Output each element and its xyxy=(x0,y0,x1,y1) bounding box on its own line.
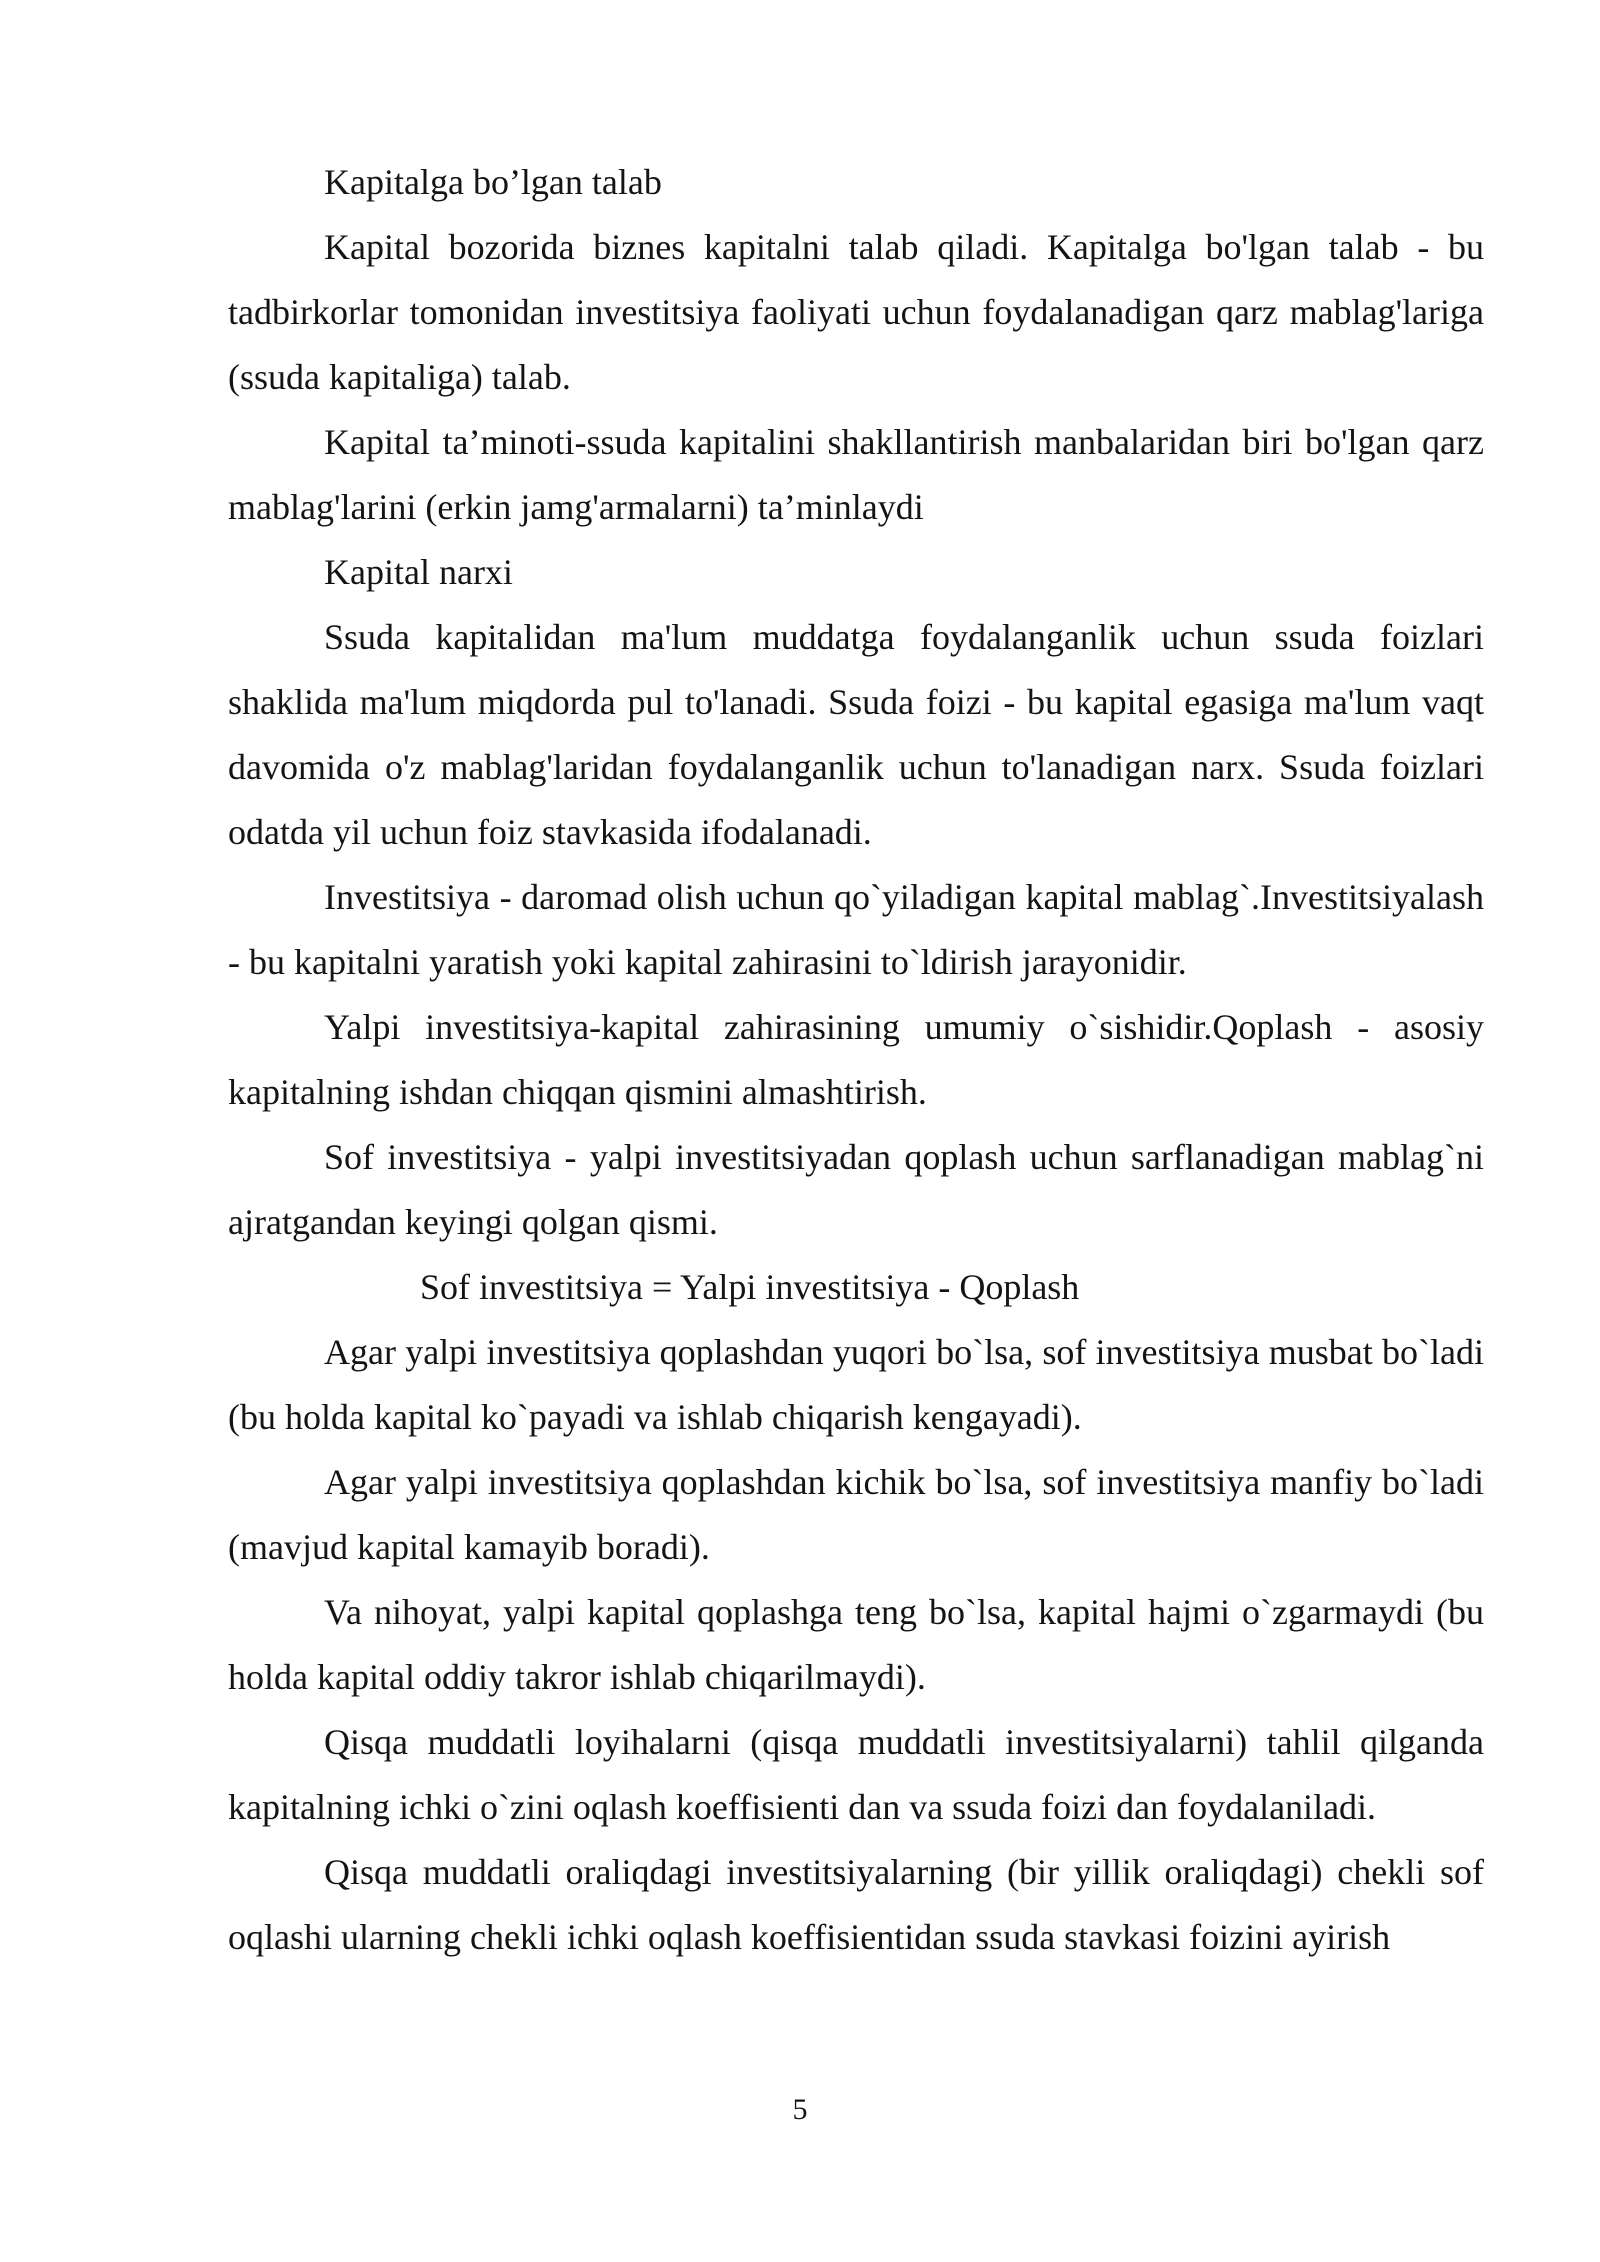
paragraph-net-investment: Sof investitsiya - yalpi investitsiyadan qoplash uchun sarflanadigan mablag`ni ajratgandan keyingi qolgan qismi. xyxy=(228,1137,1484,1242)
heading-capital-demand: Kapitalga bo’lgan talab xyxy=(324,162,662,202)
net-investment-formula: Sof investitsiya = Yalpi investitsiya - Qoplash xyxy=(420,1267,1080,1307)
paragraph-positive-net-investment: Agar yalpi investitsiya qoplashdan yuqori bo`lsa, sof investitsiya musbat bo`ladi (bu holda kapital ko`payadi va ishlab chiqarish kengayadi). xyxy=(228,1332,1484,1437)
paragraph-loan-interest: Ssuda kapitalidan ma'lum muddatga foydalanganlik uchun ssuda foizlari shaklida ma'lum miqdorda pul to'lanadi. Ssuda foizi - bu kapital egasiga ma'lum vaqt davomida o'z mablag'laridan foydalanganlik uchun to'lanadigan narx. Ssuda foizlari odatda yil uchun foiz stavkasida ifodalanadi. xyxy=(228,617,1484,852)
paragraph-capital-supply: Kapital ta’minoti-ssuda kapitalini shakllantirish manbalaridan biri bo'lgan qarz mablag'larini (erkin jamg'armalarni) ta’minlaydi xyxy=(228,422,1484,527)
paragraph-marginal-net-return: Qisqa muddatli oraliqdagi investitsiyalarning (bir yillik oraliqdagi) chekli sof oqlashi ularning chekli ichki oqlash koeffisientidan ssuda stavkasi foizini ayirish xyxy=(228,1852,1484,1957)
paragraph-zero-net-investment: Va nihoyat, yalpi kapital qoplashga teng bo`lsa, kapital hajmi o`zgarmaydi (bu holda kapital oddiy takror ishlab chiqarilmaydi). xyxy=(228,1592,1484,1697)
paragraph-negative-net-investment: Agar yalpi investitsiya qoplashdan kichik bo`lsa, sof investitsiya manfiy bo`ladi (mavjud kapital kamayib boradi). xyxy=(228,1462,1484,1567)
document-body xyxy=(228,150,1484,1970)
paragraph-investment-definition: Investitsiya - daromad olish uchun qo`yiladigan kapital mablag`.Investitsiyalash - bu kapitalni yaratish yoki kapital zahirasini to`ldirish jarayonidir. xyxy=(228,877,1484,982)
heading-capital-price: Kapital narxi xyxy=(324,552,513,592)
page-number: 5 xyxy=(792,2093,808,2126)
paragraph-short-term-projects: Qisqa muddatli loyihalarni (qisqa muddatli investitsiyalarni) tahlil qilganda kapitalning ichki o`zini oqlash koeffisienti dan va ssuda foizi dan foydalaniladi. xyxy=(228,1722,1484,1827)
paragraph-capital-demand: Kapital bozorida biznes kapitalni talab qiladi. Kapitalga bo'lgan talab - bu tadbirkorlar tomonidan investitsiya faoliyati uchun foydalanadigan qarz mablag'lariga (ssuda kapitaliga) talab. xyxy=(228,227,1484,397)
paragraph-gross-investment: Yalpi investitsiya-kapital zahirasining umumiy o`sishidir.Qoplash - asosiy kapitalning ishdan chiqqan qismini almashtirish. xyxy=(228,1007,1484,1112)
